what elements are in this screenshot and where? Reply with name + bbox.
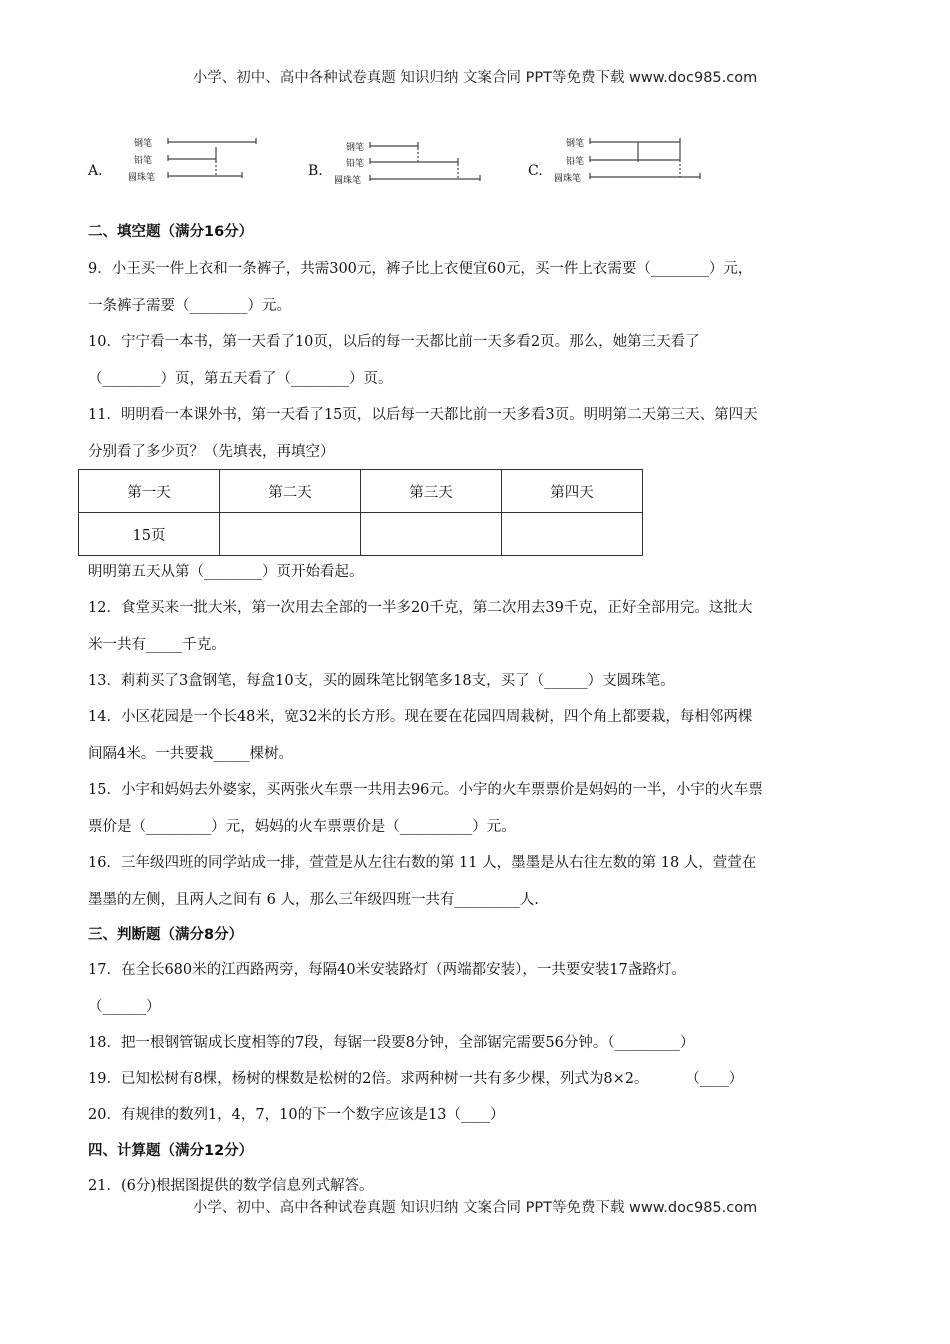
page-footer: 小学、初中、高中各种试卷真题 知识归纳 文案合同 PPT等免费下载 www.doc985.com	[192, 1200, 758, 1216]
q20-line: 20．有规律的数列1，4，7，10的下一个数字应该是13（____）	[88, 1107, 505, 1123]
option-a-letter: A.	[88, 163, 103, 179]
option-c-diagram	[528, 130, 738, 190]
q19-text: 19．已知松树有8棵，杨树的棵数是松树的2倍。求两种树一共有多少棵，列式为8×2。	[88, 1071, 649, 1087]
table-cell: 15页	[79, 513, 220, 556]
table-cell-blank[interactable]	[361, 513, 502, 556]
q11-line-2: 分别看了多少页？（先填表，再填空）	[88, 444, 335, 460]
q21-line: 21．(6分)根据图提供的数学信息列式解答。	[88, 1178, 374, 1194]
section-4-title: 四、计算题（满分12分）	[88, 1143, 254, 1159]
option-b[interactable]	[308, 130, 498, 190]
q9-line-2: 一条裤子需要（________）元。	[88, 298, 291, 314]
table-header-cell: 第一天	[79, 470, 220, 513]
label-ballpen: 圆珠笔	[334, 176, 362, 186]
label-ballpen: 圆珠笔	[128, 173, 156, 183]
option-c-letter: C.	[528, 163, 543, 179]
label-pencil: 铅笔	[134, 156, 153, 166]
label-pen: 钢笔	[566, 139, 585, 149]
q9-line-1: 9．小王买一件上衣和一条裤子，共需300元，裤子比上衣便宜60元，买一件上衣需要（________）元，	[88, 261, 753, 277]
table-row	[79, 513, 643, 556]
table-cell-blank[interactable]	[502, 513, 643, 556]
section-2-title: 二、填空题（满分16分）	[88, 224, 254, 240]
q13-line: 13．莉莉买了3盒钢笔，每盒10支，买的圆珠笔比钢笔多18支，买了（______）支圆珠笔。	[88, 673, 675, 689]
q12-line-1: 12．食堂买来一批大米，第一次用去全部的一半多20千克，第二次用去39千克，正好全部用完。这批大	[88, 600, 753, 616]
q15-line-1: 15．小宇和妈妈去外婆家，买两张火车票一共用去96元。小宇的火车票票价是妈妈的一半，小宇的火车票	[88, 782, 763, 798]
table-header-cell: 第四天	[502, 470, 643, 513]
q14-line-2: 间隔4米。一共要栽_____棵树。	[88, 746, 293, 762]
q11-fill-line: 明明第五天从第（________）页开始看起。	[88, 564, 364, 580]
label-pen: 钢笔	[134, 139, 153, 149]
q10-line-1: 10．宁宁看一本书，第一天看了10页，以后的每一天都比前一天多看2页。那么，她第三天看了	[88, 334, 700, 350]
q17-line-1: 17．在全长680米的江西路两旁，每隔40米安装路灯（两端都安装），一共要安装17盏路灯。	[88, 962, 686, 978]
option-a-diagram	[88, 130, 278, 190]
label-pencil: 铅笔	[346, 159, 365, 169]
q11-line-1: 11．明明看一本课外书，第一天看了15页，以后每一天都比前一天多看3页。明明第二天第三天、第四天	[88, 407, 758, 423]
q19-line	[88, 1069, 868, 1105]
label-pencil: 铅笔	[566, 157, 585, 167]
table-header-cell: 第二天	[220, 470, 361, 513]
option-c[interactable]	[528, 130, 738, 190]
q19-answer-blank[interactable]: （____）	[692, 1071, 744, 1087]
table-header-row	[79, 470, 643, 513]
table-header-cell: 第三天	[361, 470, 502, 513]
q18-line: 18．把一根钢管锯成长度相等的7段，每锯一段要8分钟，全部锯完需要56分钟。（_________）	[88, 1035, 695, 1051]
q16-line-2: 墨墨的左侧，且两人之间有 6 人，那么三年级四班一共有_________人.	[88, 892, 539, 908]
label-ballpen: 圆珠笔	[554, 174, 582, 184]
section-3-title: 三、判断题（满分8分）	[88, 927, 244, 943]
q16-line-1: 16．三年级四班的同学站成一排，萱萱是从左往右数的第 11 人，墨墨是从右往左数的第 18 人，萱萱在	[88, 855, 757, 871]
reading-days-table	[78, 469, 643, 556]
page-header: 小学、初中、高中各种试卷真题 知识归纳 文案合同 PPT等免费下载 www.doc985.com	[192, 70, 758, 86]
q17-line-2: （______）	[88, 999, 161, 1015]
option-b-diagram	[308, 130, 498, 190]
q10-line-2: （________）页，第五天看了（________）页。	[88, 371, 393, 387]
q15-line-2: 票价是（_________）元，妈妈的火车票票价是（__________）元。	[88, 819, 516, 835]
option-b-letter: B.	[308, 163, 323, 179]
answer-options	[0, 130, 950, 190]
question-content	[88, 222, 868, 1212]
option-a[interactable]	[88, 130, 278, 190]
q14-line-1: 14．小区花园是一个长48米，宽32米的长方形。现在要在花园四周栽树，四个角上都要栽，每相邻两棵	[88, 709, 753, 725]
label-pen: 钢笔	[346, 143, 365, 153]
table-cell-blank[interactable]	[220, 513, 361, 556]
q12-line-2: 米一共有_____千克。	[88, 637, 226, 653]
